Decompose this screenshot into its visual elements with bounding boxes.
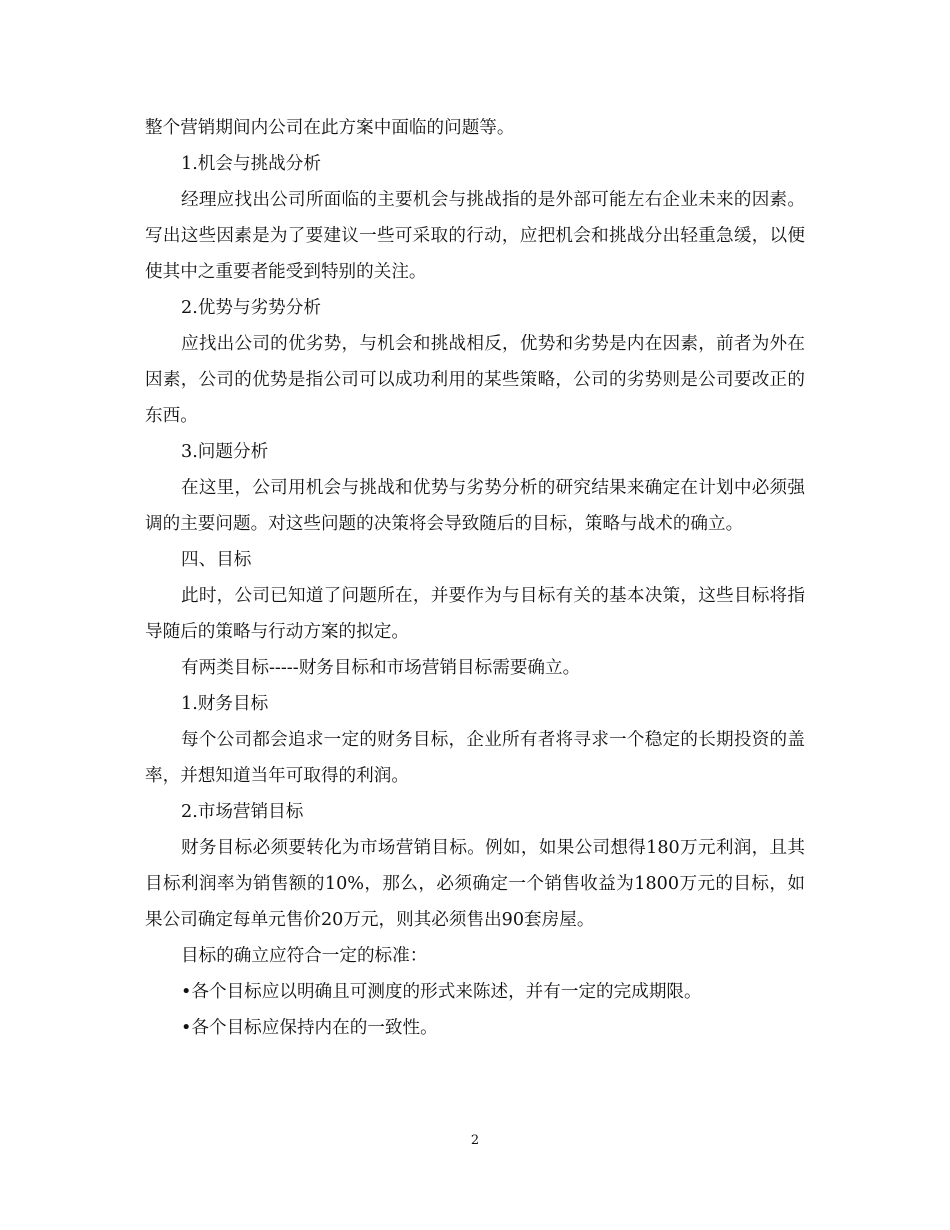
paragraph-financial-goals: 每个公司都会追求一定的财务目标，企业所有者将寻求一个稳定的长期投资的盖率，并想知道当年可取得的利润。 [145,730,805,786]
section-heading-opportunity: 1.机会与挑战分析 [181,154,321,174]
section-heading-marketing-goals: 2.市场营销目标 [181,802,304,822]
paragraph-goals-intro: 此时，公司已知道了问题所在，并要作为与目标有关的基本决策，这些目标将指导随后的策略与行动方案的拟定。 [145,586,805,642]
page-number: 2 [470,1133,480,1148]
paragraph-marketing-goals: 财务目标必须要转化为市场营销目标。例如，如果公司想得180万元利润，且其目标利润率为销售额的10%，那么，必须确定一个销售收益为1800万元的目标，如果公司确定每单元售价20万元，则其必须售出90套房屋。 [145,838,805,930]
paragraph-goal-criteria: 目标的确立应符合一定的标准： [181,946,428,966]
paragraph-problems: 在这里，公司用机会与挑战和优势与劣势分析的研究结果来确定在计划中必须强调的主要问题。对这些问题的决策将会导致随后的目标，策略与战术的确立。 [145,478,805,534]
paragraph-goal-types: 有两类目标-----财务目标和市场营销目标需要确立。 [181,658,581,678]
section-heading-problems: 3.问题分析 [181,442,269,462]
continuation-paragraph: 整个营销期间内公司在此方案中面临的问题等。 [145,118,515,138]
bullet-item-consistent: •各个目标应保持内在的一致性。 [181,1018,438,1038]
document-body [145,110,805,1046]
bullet-item-measurable: •各个目标应以明确且可测度的形式来陈述，并有一定的完成期限。 [181,982,702,1002]
paragraph-strengths: 应找出公司的优劣势，与机会和挑战相反，优势和劣势是内在因素，前者为外在因素，公司的优势是指公司可以成功利用的某些策略，公司的劣势则是公司要改正的东西。 [145,334,805,426]
section-heading-financial-goals: 1.财务目标 [181,694,269,714]
section-heading-goals: 四、目标 [181,550,252,570]
paragraph-opportunity: 经理应找出公司所面临的主要机会与挑战指的是外部可能左右企业未来的因素。写出这些因素是为了要建议一些可采取的行动，应把机会和挑战分出轻重急缓，以便使其中之重要者能受到特别的关注。 [145,190,805,282]
section-heading-strengths: 2.优势与劣势分析 [181,298,321,318]
